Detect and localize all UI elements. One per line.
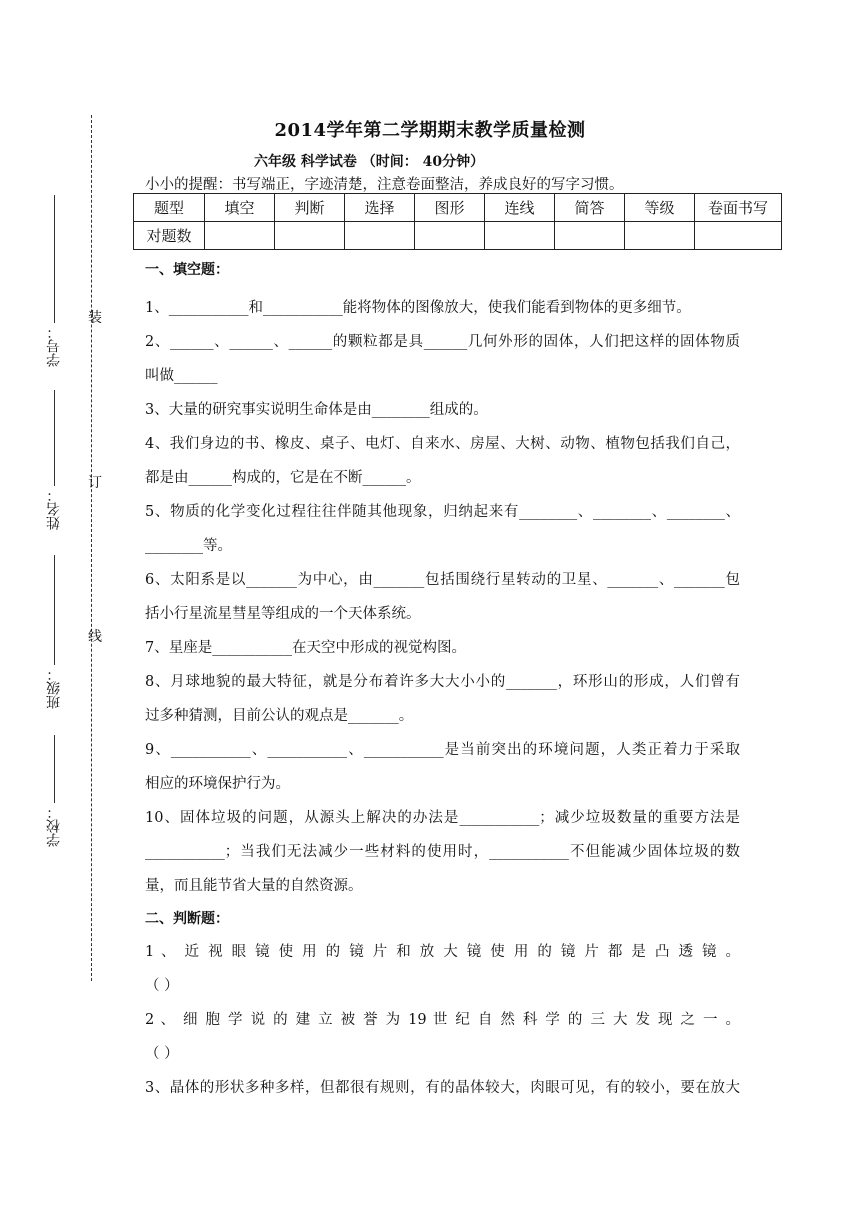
question-9-line-1: 9、___________、___________、___________是当前突出的环境问题，人类正着力于采取 — [145, 742, 740, 758]
tf-question-3: 3、晶体的形状多种多样，但都很有规则，有的晶体较大，肉眼可见，有的较小，要在放大 — [145, 1080, 740, 1096]
score-table-header-row — [134, 194, 782, 222]
question-1: 1、___________和___________能将物体的图像放大，使我们能看到物体的更多细节。 — [145, 300, 691, 316]
score-cell-judge[interactable] — [275, 222, 345, 250]
school-field[interactable] — [46, 735, 64, 855]
school-label: 学校： — [46, 805, 62, 847]
score-table — [133, 193, 782, 250]
score-cell-short-answer[interactable] — [555, 222, 625, 250]
tf-question-1: 1 、 近 视 眼 镜 使 用 的 镜 片 和 放 大 镜 使 用 的 镜 片 都 是 凸 透 镜 。 — [145, 944, 740, 960]
question-5-line-2: ________等。 — [145, 538, 232, 554]
question-10-line-3: 量，而且能节省大量的自然资源。 — [145, 878, 363, 894]
score-cell-handwriting[interactable] — [695, 222, 782, 250]
table-header-cell: 题型 — [134, 194, 205, 222]
score-cell-choice[interactable] — [345, 222, 415, 250]
tf-answer-1[interactable]: （ ） — [145, 978, 179, 994]
table-header-cell: 连线 — [485, 194, 555, 222]
question-2-line-1: 2、______、______、______的颗粒都是具______几何外形的固体，人们把这样的固体物质 — [145, 334, 740, 350]
reminder-text: 小小的提醒：书写端正，字迹清楚，注意卷面整洁，养成良好的写字习惯。 — [145, 177, 624, 193]
table-header-cell: 图形 — [415, 194, 485, 222]
score-cell-connect[interactable] — [485, 222, 555, 250]
class-line — [54, 555, 55, 665]
table-header-cell: 判断 — [275, 194, 345, 222]
question-8-line-2: 过多种猜测，目前公认的观点是_______。 — [145, 708, 414, 724]
table-header-cell: 填空 — [205, 194, 275, 222]
exam-title: 2014学年第二学期期末教学质量检测 — [274, 120, 586, 141]
binding-char-ding: 订 — [88, 475, 102, 491]
question-6-line-1: 6、太阳系是以_______为中心，由_______包括围绕行星转动的卫星、_______、_______包 — [145, 572, 740, 588]
question-4-line-1: 4、我们身边的书、橡皮、桌子、电灯、自来水、房屋、大树、动物、植物包括我们自己， — [145, 436, 740, 452]
section-heading-fill-in: 一、填空题： — [145, 262, 229, 278]
class-field[interactable] — [46, 555, 64, 710]
table-row-label: 对题数 — [134, 222, 205, 250]
exam-subtitle: 六年级 科学试卷 （时间： 40分钟） — [254, 154, 485, 170]
binding-dashed-line — [91, 115, 92, 981]
score-cell-grade[interactable] — [625, 222, 695, 250]
question-9-line-2: 相应的环境保护行为。 — [145, 776, 290, 792]
student-number-line — [54, 195, 55, 323]
table-header-cell: 卷面书写 — [695, 194, 782, 222]
student-number-label: 学号： — [46, 325, 62, 367]
table-header-cell: 选择 — [345, 194, 415, 222]
student-number-field[interactable] — [46, 195, 64, 367]
question-8-line-1: 8、月球地貌的最大特征，就是分布着许多大大小小的_______，环形山的形成，人们曾有 — [145, 674, 740, 690]
tf-answer-2[interactable]: （ ） — [145, 1046, 179, 1062]
question-2-line-2: 叫做______ — [145, 368, 218, 384]
binding-char-xian: 线 — [88, 629, 102, 645]
class-label: 班级： — [46, 667, 62, 709]
question-5-line-1: 5、物质的化学变化过程往往伴随其他现象，归纳起来有________、________、________、 — [145, 504, 740, 520]
score-cell-fill[interactable] — [205, 222, 275, 250]
question-6-line-2: 括小行星流星彗星等组成的一个天体系统。 — [145, 606, 421, 622]
student-name-label: 姓名： — [46, 488, 62, 530]
question-4-line-2: 都是由______构成的，它是在不断______。 — [145, 470, 421, 486]
section-heading-true-false: 二、判断题： — [145, 911, 229, 927]
table-header-cell: 简答 — [555, 194, 625, 222]
score-table-count-row — [134, 222, 782, 250]
score-cell-figure[interactable] — [415, 222, 485, 250]
student-name-line — [54, 390, 55, 486]
question-7: 7、星座是___________在天空中形成的视觉构图。 — [145, 640, 466, 656]
question-3: 3、大量的研究事实说明生命体是由________组成的。 — [145, 402, 488, 418]
binding-char-zhuang: 装 — [88, 310, 102, 326]
question-10-line-2: ___________；当我们无法减少一些材料的使用时，___________不但能减少固体垃圾的数 — [145, 844, 740, 860]
exam-body — [145, 260, 740, 1105]
tf-question-2: 2 、 细 胞 学 说 的 建 立 被 誉 为 19 世 纪 自 然 科 学 的 三 大 发 现 之 一 。 — [145, 1012, 740, 1028]
school-line — [54, 735, 55, 803]
student-name-field[interactable] — [46, 390, 64, 530]
table-header-cell: 等级 — [625, 194, 695, 222]
question-10-line-1: 10、固体垃圾的问题，从源头上解决的办法是___________；减少垃圾数量的重要方法是 — [145, 810, 740, 826]
